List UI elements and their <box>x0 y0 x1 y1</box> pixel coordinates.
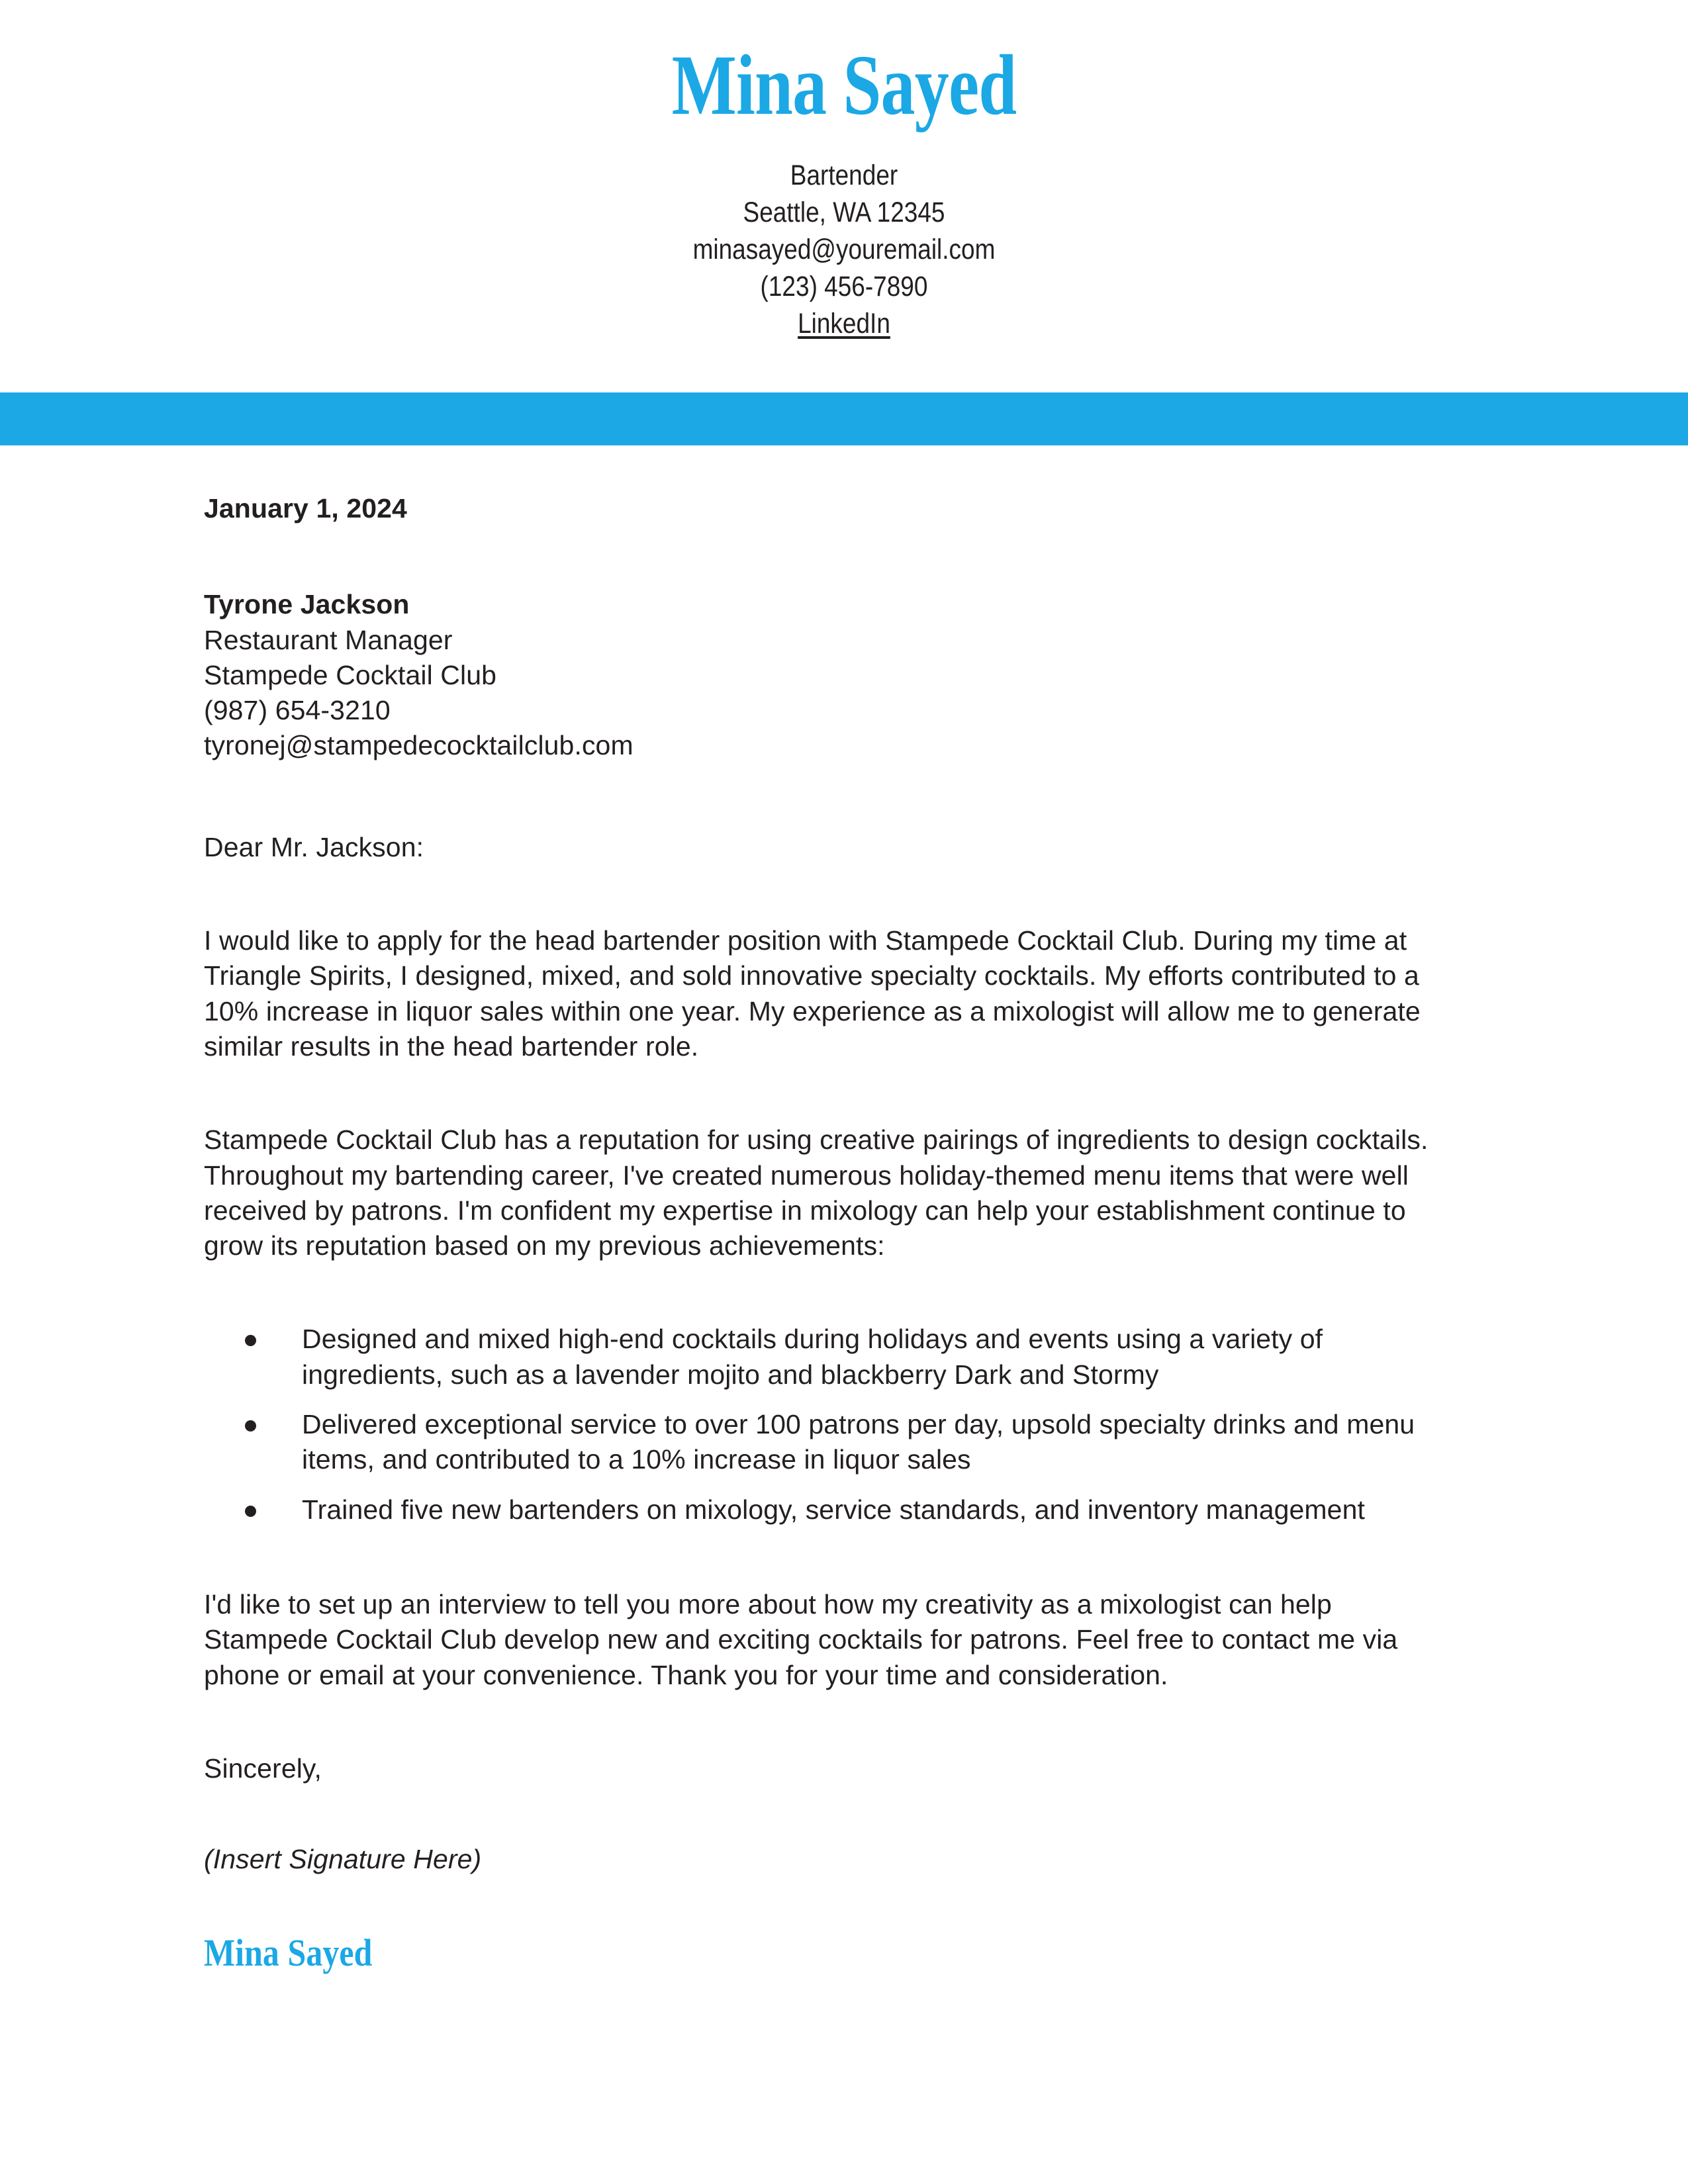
list-item-text: Trained five new bartenders on mixology, service standards, and inventory management <box>302 1494 1365 1525</box>
closing-paragraph: I'd like to set up an interview to tell you more about how my creativity as a mixologist can help Stampede Cocktail Club develop new and exciting cocktails for patrons. Feel free to contact me via phone or email at your convenience. Thank you for your time and consideration. <box>204 1588 1398 1690</box>
contact-linkedin-link[interactable]: LinkedIn <box>798 307 890 340</box>
page-title: Mina Sayed <box>671 38 1017 133</box>
recipient-name: Tyrone Jackson <box>204 589 410 620</box>
sign-off: Sincerely, <box>204 1752 322 1784</box>
letter-date: January 1, 2024 <box>204 493 407 523</box>
salutation: Dear Mr. Jackson: <box>204 831 424 862</box>
letter-body <box>204 491 1442 1975</box>
list-item-text: Delivered exceptional service to over 100 patrons per day, upsold specialty drinks and menu items, and contributed to a 10% increase in liquor sales <box>302 1409 1415 1475</box>
contact-location: Seattle, WA 12345 <box>743 196 945 228</box>
list-item <box>204 1322 1442 1392</box>
letter-header <box>0 0 1688 342</box>
accent-divider-band <box>0 392 1688 445</box>
bullet-dot-icon <box>245 1335 256 1346</box>
signature-name: Mina Sayed <box>204 1931 373 1975</box>
contact-info-block <box>118 158 1570 342</box>
list-item <box>204 1407 1442 1478</box>
recipient-block <box>204 587 1442 763</box>
recipient-company: Stampede Cocktail Club <box>204 659 497 690</box>
recipient-email: tyronej@stampedecocktailclub.com <box>204 730 633 761</box>
signature-placeholder: (Insert Signature Here) <box>204 1844 482 1875</box>
contact-email[interactable]: minasayed@youremail.com <box>692 233 996 265</box>
list-item <box>204 1492 1442 1527</box>
contact-phone[interactable]: (123) 456-7890 <box>760 270 928 302</box>
recipient-title: Restaurant Manager <box>204 624 453 655</box>
list-item-text: Designed and mixed high-end cocktails during holidays and events using a variety of ingredients, such as a lavender mojito and blackberry Dark and Stormy <box>302 1324 1323 1390</box>
contact-job-title: Bartender <box>790 159 898 191</box>
bullet-dot-icon <box>245 1506 256 1517</box>
body-paragraph-2: Stampede Cocktail Club has a reputation for using creative pairings of ingredients to design cocktails. Throughout my bartending career, I've created numerous holiday-themed menu items that were well received by patrons. I'm confident my expertise in mixology can help your establishment continue to grow its reputation based on my previous achievements: <box>204 1124 1429 1261</box>
bullet-dot-icon <box>245 1420 256 1432</box>
achievements-list <box>204 1322 1442 1527</box>
recipient-phone: (987) 654-3210 <box>204 695 391 726</box>
body-paragraph-1: I would like to apply for the head bartender position with Stampede Cocktail Club. During my time at Triangle Spirits, I designed, mixed, and sold innovative specialty cocktails. My efforts contributed to a 10% increase in liquor sales within one year. My experience as a mixologist will allow me to generate similar results in the head bartender role. <box>204 925 1421 1062</box>
